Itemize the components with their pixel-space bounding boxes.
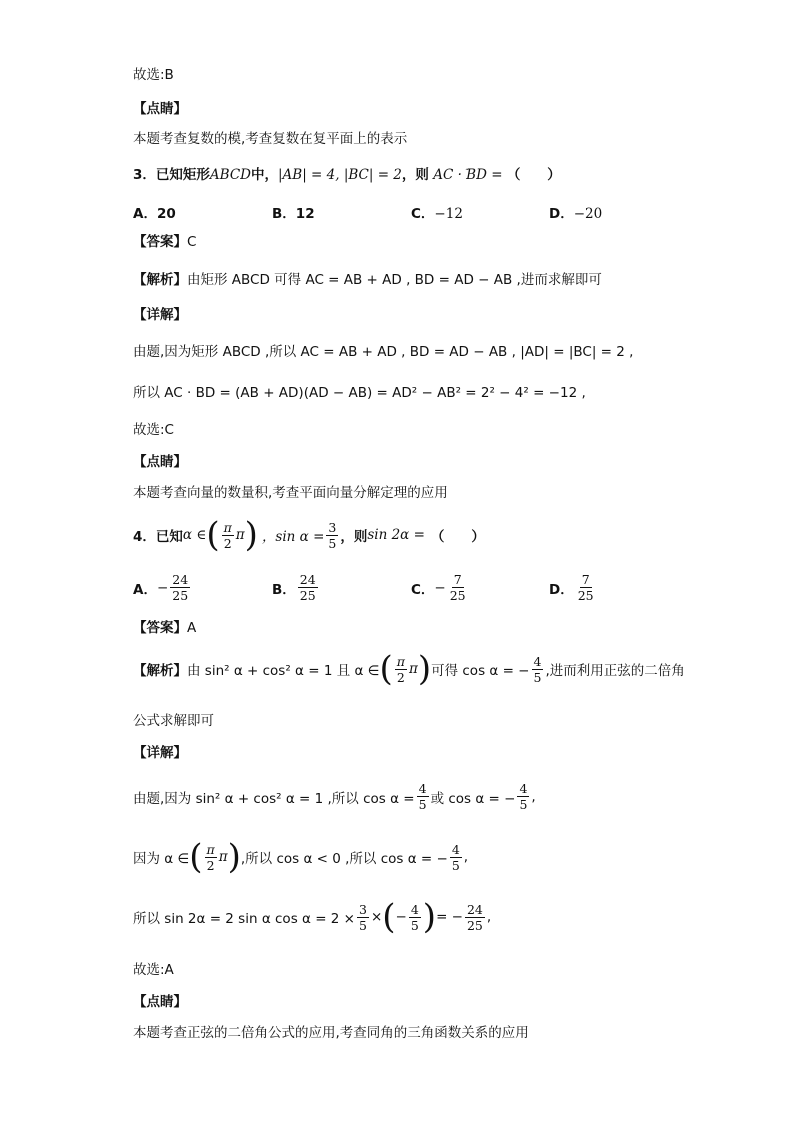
option-letter: D． [549, 206, 574, 222]
fraction [205, 842, 217, 873]
q3-then: ，则 [401, 167, 429, 183]
pi-symbol: π [218, 849, 228, 865]
q3-option-a[interactable] [133, 202, 176, 222]
detail-1b: 或 cos α = − [430, 790, 516, 807]
denominator: 25 [466, 917, 483, 933]
analysis-part-a: 由 sin² α + cos² α = 1 且 α ∈ [187, 663, 380, 679]
fraction [417, 781, 429, 812]
right-paren: ) [227, 837, 241, 877]
numerator: 24 [466, 901, 483, 917]
fraction [170, 572, 190, 603]
q4-detail-2 [133, 837, 469, 877]
q4-option-d[interactable] [549, 572, 598, 603]
q4-analysis [133, 649, 685, 689]
fraction [298, 572, 318, 603]
detail-3c: = − [436, 909, 463, 925]
q3-option-c[interactable] [411, 202, 463, 222]
q3-expr: ꞈꞈ AC · BD = [433, 166, 502, 184]
detail-2a: 因为 α ∈ [133, 851, 190, 867]
answer-tag: 【答案】 [133, 234, 187, 250]
q3-blank: （ ） [506, 167, 561, 183]
answer-value: C [187, 234, 197, 250]
q3-option-d[interactable] [549, 202, 602, 222]
option-letter: B． [272, 581, 296, 598]
left-paren: ( [206, 515, 220, 555]
option-letter: C． [411, 206, 435, 222]
option-letter: A． [133, 206, 157, 222]
q4-then: ，则 [340, 529, 368, 545]
numerator: 3 [328, 519, 337, 535]
note-line: 本题考查复数的模,考查复数在复平面上的表示 [133, 131, 408, 147]
q4-option-b[interactable] [272, 572, 320, 603]
denominator: 2 [223, 535, 232, 551]
denominator: 25 [577, 588, 594, 603]
detail-3a: 所以 sin 2α = 2 sin α cos α = 2 × [133, 911, 355, 927]
option-text: −12 [434, 206, 463, 222]
denominator: 25 [299, 588, 316, 603]
q4-detail-tag: 【详解】 [133, 745, 187, 761]
analysis-part-c: ,进而利用正弦的二倍角 [545, 663, 685, 679]
analysis-part-b: 可得 cos α = − [431, 663, 530, 679]
numerator: 3 [359, 901, 367, 917]
q4-stem [133, 515, 485, 555]
denominator: 5 [410, 917, 419, 933]
denominator: 25 [172, 588, 189, 603]
numerator: 4 [410, 901, 419, 917]
fraction [465, 902, 485, 933]
fraction [395, 654, 407, 685]
q4-answer [133, 619, 196, 637]
numerator: 7 [581, 572, 590, 587]
analysis-text: 由矩形 ABCD 可得 AC = AB + AD , BD = AD − AB ,进而求解即可 [187, 272, 602, 288]
denominator: 5 [328, 535, 337, 551]
q3-detail-2: 所以 AC · BD = (AB + AD)(AD − AB) = AD² − AB² = 2² − 4² = −12 , [133, 385, 586, 401]
denominator: 5 [519, 797, 528, 812]
q3-stem-mid: 中， [250, 167, 278, 183]
fraction [222, 520, 234, 551]
q4-note: 本题考查正弦的二倍角公式的应用,考查同角的三角函数关系的应用 [133, 1025, 529, 1041]
q3-stem-prefix: 3．已知矩形 [133, 167, 210, 183]
right-paren: ) [417, 649, 432, 689]
q4-sin-pre: ，sin α = [261, 529, 325, 545]
comma: , [486, 909, 492, 925]
q4-choose: 故选:A [133, 962, 174, 978]
q4-detail-1 [133, 781, 536, 812]
numerator: π [223, 519, 232, 535]
option-letter: C． [411, 581, 435, 598]
option-letter: B． [272, 206, 296, 222]
option-text: −20 [573, 206, 603, 222]
analysis-tag: 【解析】 [133, 272, 187, 288]
fraction [448, 572, 468, 603]
fraction [576, 572, 596, 603]
numerator: π [206, 841, 215, 857]
q4-analysis-cont: 公式求解即可 [133, 713, 214, 729]
detail-3b: × [370, 909, 383, 925]
numerator: 7 [453, 572, 462, 587]
analysis-tag: 【解析】 [133, 663, 187, 679]
left-paren: ( [189, 837, 203, 877]
denominator: 5 [451, 857, 460, 873]
detail-2b: ,所以 cos α < 0 ,所以 cos α = − [240, 851, 448, 867]
right-paren: ) [244, 515, 258, 555]
denominator: 5 [533, 669, 542, 685]
q4-detail-3 [133, 897, 492, 937]
q3-option-b[interactable] [272, 202, 315, 222]
numerator: 4 [533, 653, 542, 669]
numerator: 4 [451, 841, 460, 857]
numerator: 4 [519, 781, 528, 796]
option-letter: D． [549, 581, 574, 598]
q4-blank: （ ） [430, 529, 485, 545]
fraction [357, 902, 369, 933]
q3-detail-1: 由题,因为矩形 ABCD ,所以 AC = AB + AD , BD = AD − AB , |AD| = |BC| = 2 , [133, 344, 634, 360]
numerator: 24 [299, 572, 316, 587]
q3-note: 本题考查向量的数量积,考查平面向量分解定理的应用 [133, 485, 448, 501]
denominator: 2 [206, 857, 215, 873]
q4-option-a[interactable] [133, 572, 192, 603]
answer-value: A [187, 620, 197, 636]
comma: , [463, 849, 469, 865]
fraction [517, 781, 529, 812]
right-paren: ) [422, 897, 437, 937]
option-sign: − [156, 579, 169, 596]
denominator: 5 [418, 797, 427, 812]
denominator: 2 [396, 669, 405, 685]
left-paren: ( [379, 649, 393, 689]
pi-symbol: π [408, 661, 418, 677]
choose-line-b: 故选:B [133, 67, 174, 83]
dianjing-tag: 【点睛】 [133, 101, 187, 117]
q3-rect: ABCD [209, 167, 251, 183]
q4-dianjing: 【点睛】 [133, 994, 187, 1010]
comma: , [531, 788, 536, 805]
q4-stem-prefix: 4．已知 [133, 529, 183, 545]
minus-sign: − [395, 909, 407, 925]
q4-ask: sin 2α = [367, 527, 425, 543]
left-paren: ( [382, 897, 396, 937]
q3-cond: |AB| = 4, |BC| = 2 [277, 167, 402, 183]
denominator: 5 [359, 917, 367, 933]
fraction [450, 842, 462, 873]
answer-tag: 【答案】 [133, 620, 187, 636]
denominator: 25 [449, 588, 466, 603]
q3-detail-tag: 【详解】 [133, 307, 187, 323]
q3-analysis [133, 271, 602, 289]
numerator: 4 [418, 781, 427, 796]
option-letter: A． [133, 581, 157, 598]
option-text: 12 [295, 206, 315, 222]
q4-option-c[interactable] [411, 572, 470, 603]
pi-symbol: π [235, 527, 245, 543]
numerator: π [396, 653, 405, 669]
q3-dianjing: 【点睛】 [133, 454, 187, 470]
detail-1a: 由题,因为 sin² α + cos² α = 1 ,所以 cos α = [133, 790, 415, 807]
q4-cond: α ∈ [182, 527, 207, 543]
option-text: 20 [156, 206, 176, 222]
q3-choose: 故选:C [133, 422, 174, 438]
fraction [409, 902, 421, 933]
option-sign: − [434, 579, 446, 596]
fraction [532, 654, 544, 685]
q3-answer [133, 233, 196, 251]
fraction [326, 520, 338, 551]
numerator: 24 [172, 572, 189, 587]
q3-stem [133, 166, 561, 184]
